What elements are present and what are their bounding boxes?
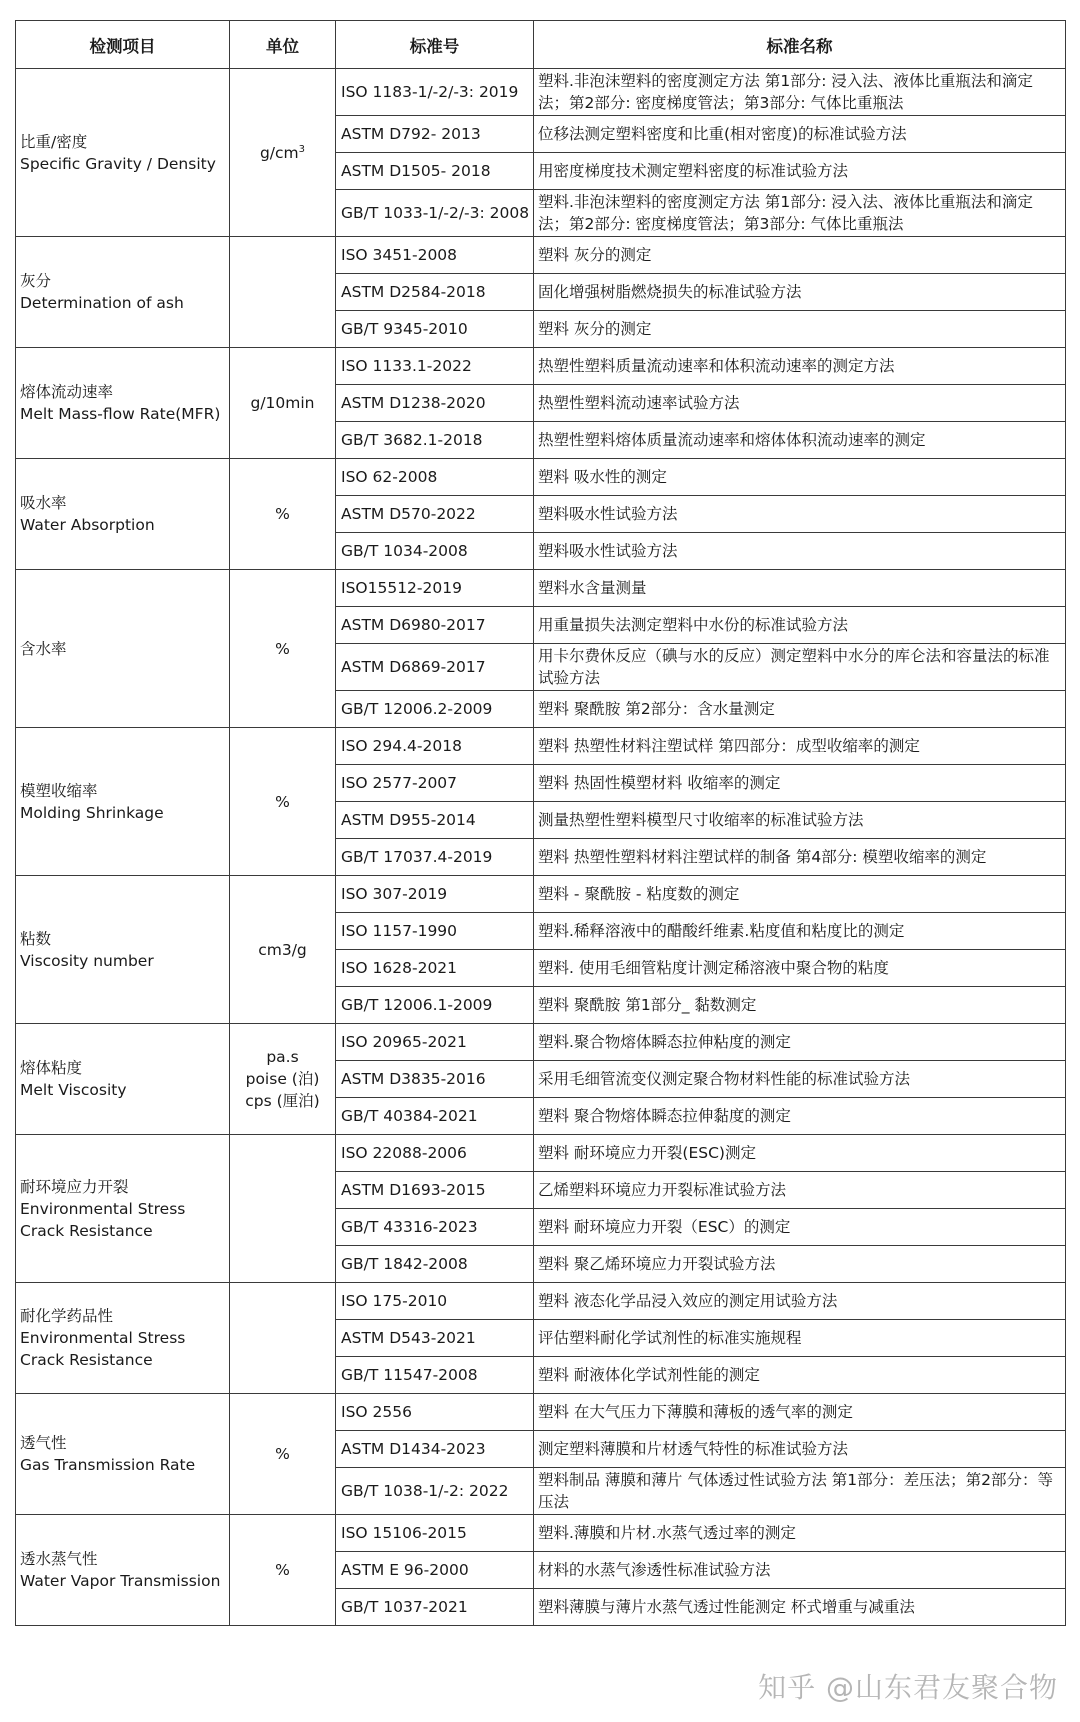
unit-text: poise (泊): [245, 1070, 320, 1088]
standard-name-cell: 塑料 在大气压力下薄膜和薄板的透气率的测定: [534, 1394, 1066, 1431]
standard-code-cell: ASTM D543-2021: [336, 1320, 534, 1357]
standard-name-cell: 塑料吸水性试验方法: [534, 496, 1066, 533]
unit-cell: [230, 1024, 336, 1135]
unit-text: pa.s: [266, 1048, 299, 1066]
test-item-en: Determination of ash: [20, 294, 184, 312]
unit-cell: [230, 459, 336, 570]
standard-code-cell: GB/T 12006.1-2009: [336, 987, 534, 1024]
standard-name-cell: 塑料 - 聚酰胺 - 粘度数的测定: [534, 876, 1066, 913]
standard-name-cell: 固化增强树脂燃烧损失的标准试验方法: [534, 274, 1066, 311]
unit-cell: [230, 876, 336, 1024]
standard-code-cell: GB/T 1038-1/-2: 2022: [336, 1468, 534, 1515]
table-row: [16, 69, 1066, 116]
standard-name-cell: 塑料 灰分的测定: [534, 237, 1066, 274]
table-row: [16, 1135, 1066, 1172]
test-item-cell: [16, 1024, 230, 1135]
standard-name-cell: 塑料吸水性试验方法: [534, 533, 1066, 570]
standard-name-cell: 热塑性塑料质量流动速率和体积流动速率的测定方法: [534, 348, 1066, 385]
table-row: [16, 237, 1066, 274]
standard-name-cell: 塑料 耐液体化学试剂性能的测定: [534, 1357, 1066, 1394]
standard-code-cell: ISO 175-2010: [336, 1283, 534, 1320]
standard-code-cell: GB/T 1037-2021: [336, 1589, 534, 1626]
unit-text: %: [275, 639, 290, 658]
standard-name-cell: 塑料.非泡沫塑料的密度测定方法 第1部分: 浸入法、液体比重瓶法和滴定法；第2部分: 密度梯度管法；第3部分: 气体比重瓶法: [534, 190, 1066, 237]
standard-name-cell: 材料的水蒸气渗透性标准试验方法: [534, 1552, 1066, 1589]
standard-name-cell: 塑料水含量测量: [534, 570, 1066, 607]
standard-code-cell: ISO 1628-2021: [336, 950, 534, 987]
test-item-en: Molding Shrinkage: [20, 803, 164, 822]
standard-code-cell: ASTM D570-2022: [336, 496, 534, 533]
standard-code-cell: ASTM D955-2014: [336, 802, 534, 839]
standard-name-cell: 塑料.聚合物熔体瞬态拉伸粘度的测定: [534, 1024, 1066, 1061]
unit-superscript: 3: [298, 143, 306, 155]
standard-name-cell: 塑料. 使用毛细管粘度计测定稀溶液中聚合物的粘度: [534, 950, 1066, 987]
test-item-cell: [16, 1283, 230, 1394]
standard-code-cell: ISO 3451-2008: [336, 237, 534, 274]
standard-code-cell: GB/T 12006.2-2009: [336, 691, 534, 728]
test-item-cn: 耐环境应力开裂: [20, 1177, 129, 1196]
standard-name-cell: 热塑性塑料熔体质量流动速率和熔体体积流动速率的测定: [534, 422, 1066, 459]
table-row: [16, 459, 1066, 496]
standard-code-cell: GB/T 3682.1-2018: [336, 422, 534, 459]
unit-cell: [230, 1394, 336, 1515]
standard-code-cell: ASTM D1693-2015: [336, 1172, 534, 1209]
test-item-cell: [16, 728, 230, 876]
unit-cell: [230, 728, 336, 876]
unit-cell: [230, 1283, 336, 1394]
standard-code-cell: ISO 62-2008: [336, 459, 534, 496]
test-item-en: Melt Viscosity: [20, 1081, 127, 1099]
test-item-cn: 透气性: [20, 1434, 67, 1452]
test-item-cn: 熔体流动速率: [20, 383, 114, 401]
test-item-cn: 模塑收缩率: [20, 781, 98, 800]
standard-name-cell: 热塑性塑料流动速率试验方法: [534, 385, 1066, 422]
standard-code-cell: ISO 2556: [336, 1394, 534, 1431]
standard-name-cell: 塑料 聚合物熔体瞬态拉伸黏度的测定: [534, 1098, 1066, 1135]
standard-code-cell: ISO 20965-2021: [336, 1024, 534, 1061]
test-item-cell: [16, 876, 230, 1024]
test-item-cell: [16, 348, 230, 459]
standard-code-cell: ISO 294.4-2018: [336, 728, 534, 765]
test-item-en: Specific Gravity / Density: [20, 154, 216, 173]
standard-code-cell: GB/T 9345-2010: [336, 311, 534, 348]
table-header-row: [16, 21, 1066, 69]
unit-text: g/cm: [259, 143, 299, 162]
standard-code-cell: ISO 307-2019: [336, 876, 534, 913]
standard-code-cell: ISO 15106-2015: [336, 1515, 534, 1552]
standard-name-cell: 测量热塑性塑料模型尺寸收缩率的标准试验方法: [534, 802, 1066, 839]
standard-name-cell: 塑料.非泡沫塑料的密度测定方法 第1部分: 浸入法、液体比重瓶法和滴定法；第2部分: 密度梯度管法；第3部分: 气体比重瓶法: [534, 69, 1066, 116]
standard-code-cell: ISO 1157-1990: [336, 913, 534, 950]
standard-name-cell: 用重量损失法测定塑料中水份的标准试验方法: [534, 607, 1066, 644]
standard-code-cell: ISO 1133.1-2022: [336, 348, 534, 385]
test-item-cn: 灰分: [20, 272, 52, 290]
unit-text: cps (厘泊): [245, 1092, 320, 1110]
standard-code-cell: ASTM D6980-2017: [336, 607, 534, 644]
table-row: [16, 1283, 1066, 1320]
unit-cell: [230, 1515, 336, 1626]
header-standard-code: 标准号: [336, 21, 534, 69]
test-item-en: Viscosity number: [20, 951, 154, 970]
standard-code-cell: GB/T 1842-2008: [336, 1246, 534, 1283]
unit-text: g/10min: [250, 394, 315, 412]
unit-cell: [230, 69, 336, 237]
standard-code-cell: ISO15512-2019: [336, 570, 534, 607]
standard-name-cell: 塑料 热塑性塑料材料注塑试样的制备 第4部分: 模塑收缩率的测定: [534, 839, 1066, 876]
unit-cell: [230, 1135, 336, 1283]
standard-name-cell: 乙烯塑料环境应力开裂标准试验方法: [534, 1172, 1066, 1209]
standards-table-container: [15, 20, 1065, 1626]
standard-code-cell: ASTM D6869-2017: [336, 644, 534, 691]
standard-name-cell: 塑料 耐环境应力开裂（ESC）的测定: [534, 1209, 1066, 1246]
table-row: [16, 348, 1066, 385]
test-item-en: Water Absorption: [20, 516, 155, 534]
standard-name-cell: 位移法测定塑料密度和比重(相对密度)的标准试验方法: [534, 116, 1066, 153]
standard-code-cell: GB/T 40384-2021: [336, 1098, 534, 1135]
table-row: [16, 570, 1066, 607]
standard-name-cell: 塑料 聚酰胺 第2部分：含水量测定: [534, 691, 1066, 728]
standard-code-cell: ASTM D1505- 2018: [336, 153, 534, 190]
unit-text: %: [275, 1561, 290, 1579]
standards-table: [15, 20, 1066, 1626]
table-row: [16, 1515, 1066, 1552]
test-item-cell: [16, 1515, 230, 1626]
standard-code-cell: ASTM D1434-2023: [336, 1431, 534, 1468]
table-row: [16, 728, 1066, 765]
table-row: [16, 876, 1066, 913]
standard-name-cell: 采用毛细管流变仪测定聚合物材料性能的标准试验方法: [534, 1061, 1066, 1098]
standard-name-cell: 塑料 热塑性材料注塑试样 第四部分：成型收缩率的测定: [534, 728, 1066, 765]
standard-name-cell: 塑料 耐环境应力开裂(ESC)测定: [534, 1135, 1066, 1172]
test-item-cell: [16, 570, 230, 728]
test-item-cn: 含水率: [20, 639, 67, 658]
test-item-en: Environmental Stress Crack Resistance: [20, 1329, 186, 1369]
standard-code-cell: ASTM E 96-2000: [336, 1552, 534, 1589]
test-item-cn: 熔体粘度: [20, 1059, 83, 1077]
standard-code-cell: GB/T 1034-2008: [336, 533, 534, 570]
table-row: [16, 1024, 1066, 1061]
standard-name-cell: 塑料 吸水性的测定: [534, 459, 1066, 496]
test-item-en: Melt Mass-flow Rate(MFR): [20, 405, 221, 423]
unit-cell: [230, 237, 336, 348]
standard-name-cell: 塑料.稀释溶液中的醋酸纤维素.粘度值和粘度比的测定: [534, 913, 1066, 950]
standard-name-cell: 用卡尔费休反应（碘与水的反应）测定塑料中水分的库仑法和容量法的标准试验方法: [534, 644, 1066, 691]
test-item-en: Environmental Stress Crack Resistance: [20, 1199, 186, 1240]
test-item-cn: 粘数: [20, 929, 52, 948]
unit-cell: [230, 348, 336, 459]
test-item-cell: [16, 1135, 230, 1283]
standard-code-cell: ISO 1183-1/-2/-3: 2019: [336, 69, 534, 116]
standard-name-cell: 用密度梯度技术测定塑料密度的标准试验方法: [534, 153, 1066, 190]
unit-cell: [230, 570, 336, 728]
standard-code-cell: GB/T 17037.4-2019: [336, 839, 534, 876]
standard-name-cell: 塑料 灰分的测定: [534, 311, 1066, 348]
test-item-cell: [16, 459, 230, 570]
standard-code-cell: ASTM D2584-2018: [336, 274, 534, 311]
standard-code-cell: ISO 22088-2006: [336, 1135, 534, 1172]
test-item-en: Gas Transmission Rate: [20, 1456, 196, 1474]
test-item-cn: 吸水率: [20, 494, 67, 512]
standard-name-cell: 塑料 聚酰胺 第1部分_ 黏数测定: [534, 987, 1066, 1024]
unit-text: cm3/g: [258, 940, 307, 959]
test-item-cn: 透水蒸气性: [20, 1550, 98, 1568]
standard-name-cell: 塑料 热固性模塑材料 收缩率的测定: [534, 765, 1066, 802]
standard-name-cell: 塑料制品 薄膜和薄片 气体透过性试验方法 第1部分：差压法；第2部分：等压法: [534, 1468, 1066, 1515]
standard-code-cell: ASTM D3835-2016: [336, 1061, 534, 1098]
standard-name-cell: 塑料.薄膜和片材.水蒸气透过率的测定: [534, 1515, 1066, 1552]
standard-code-cell: ISO 2577-2007: [336, 765, 534, 802]
standard-code-cell: GB/T 43316-2023: [336, 1209, 534, 1246]
header-test-item: 检测项目: [16, 21, 230, 69]
watermark: 知乎 @山东君友聚合物: [758, 1671, 1058, 1704]
test-item-cn: 比重/密度: [20, 132, 88, 151]
standard-name-cell: 评估塑料耐化学试剂性的标准实施规程: [534, 1320, 1066, 1357]
unit-text: %: [275, 1445, 290, 1463]
test-item-en: Water Vapor Transmission: [20, 1572, 221, 1590]
unit-text: %: [275, 505, 290, 523]
standard-code-cell: ASTM D1238-2020: [336, 385, 534, 422]
header-unit: 单位: [230, 21, 336, 69]
table-row: [16, 1394, 1066, 1431]
unit-text: %: [275, 792, 290, 811]
test-item-cell: [16, 69, 230, 237]
test-item-cell: [16, 1394, 230, 1515]
standard-name-cell: 塑料 液态化学品浸入效应的测定用试验方法: [534, 1283, 1066, 1320]
standard-code-cell: ASTM D792- 2013: [336, 116, 534, 153]
standard-code-cell: GB/T 1033-1/-2/-3: 2008: [336, 190, 534, 237]
standard-code-cell: GB/T 11547-2008: [336, 1357, 534, 1394]
test-item-cn: 耐化学药品性: [20, 1307, 114, 1325]
test-item-cell: [16, 237, 230, 348]
standard-name-cell: 塑料薄膜与薄片水蒸气透过性能测定 杯式增重与减重法: [534, 1589, 1066, 1626]
table-body: [16, 69, 1066, 1626]
standard-name-cell: 测定塑料薄膜和片材透气特性的标准试验方法: [534, 1431, 1066, 1468]
standard-name-cell: 塑料 聚乙烯环境应力开裂试验方法: [534, 1246, 1066, 1283]
header-standard-name: 标准名称: [534, 21, 1066, 69]
